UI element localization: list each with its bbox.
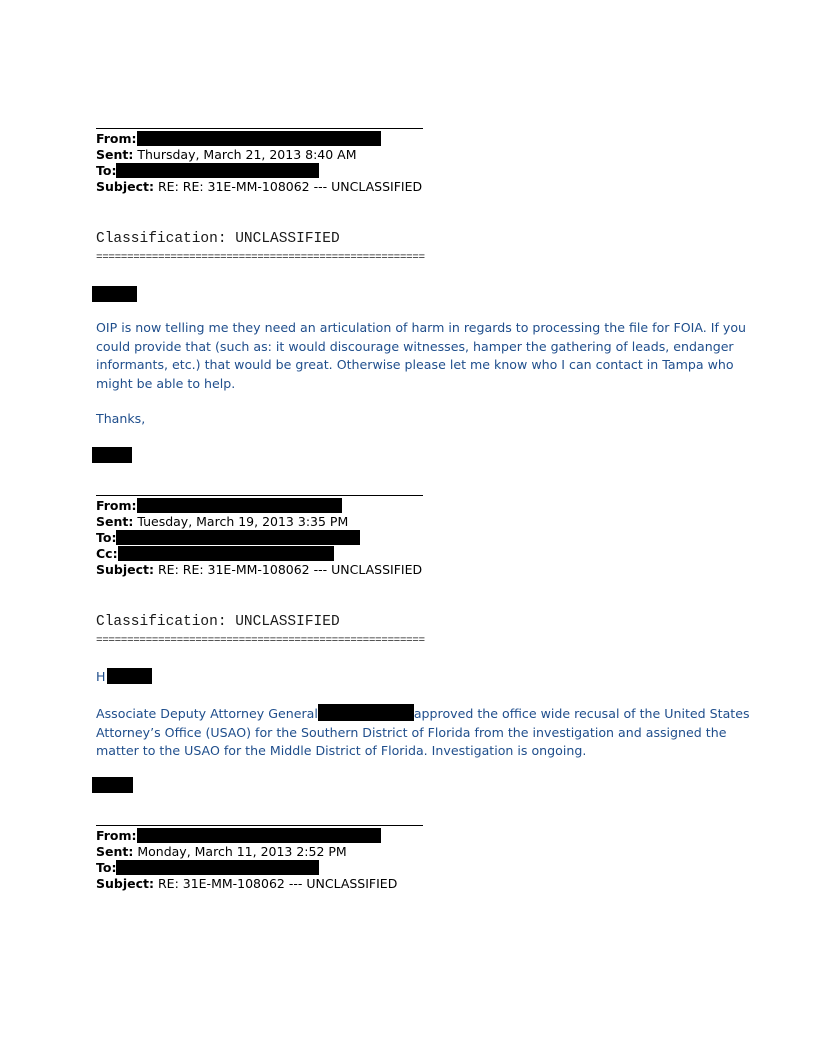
subject-text: RE: RE: 31E-MM-108062 --- UNCLASSIFIED <box>157 562 423 577</box>
body-line: OIP is now telling me they need an articulation of harm in regards to processing the file for FOIA. If you <box>96 320 747 335</box>
from-row: From: <box>96 498 422 514</box>
redaction-block <box>92 447 132 463</box>
header-divider-3 <box>96 825 423 826</box>
subject-text: RE: RE: 31E-MM-108062 --- UNCLASSIFIED <box>157 179 423 194</box>
body-line: matter to the USAO for the Middle District of Florida. Investigation is ongoing. <box>96 743 587 759</box>
subject-text: RE: 31E-MM-108062 --- UNCLASSIFIED <box>157 876 398 891</box>
body-line: could provide that (such as: it would discourage witnesses, hamper the gathering of leads, endanger <box>96 338 734 354</box>
redaction-block <box>318 704 414 721</box>
classification-label: Classification: UNCLASSIFIED <box>96 231 340 247</box>
redaction-block <box>137 131 381 146</box>
email-body-1 <box>96 319 747 393</box>
classification-label: Classification: UNCLASSIFIED <box>96 614 340 630</box>
redaction-block <box>118 546 334 561</box>
sent-row: Sent: Monday, March 11, 2013 2:52 PM <box>96 844 347 859</box>
sent-row: Sent: Thursday, March 21, 2013 8:40 AM <box>96 147 357 162</box>
greeting-line <box>96 668 736 687</box>
body-line: might be able to help. <box>96 375 236 391</box>
redaction-block <box>92 286 137 302</box>
separator-line: ===================================================== <box>96 252 425 264</box>
header-divider-2 <box>96 495 423 496</box>
greeting-text: H <box>96 669 106 684</box>
sent-date: Thursday, March 21, 2013 8:40 AM <box>137 147 357 162</box>
email-header-2 <box>96 498 422 578</box>
header-divider-1 <box>96 128 423 129</box>
body-line: Associate Deputy Attorney General approved the office wide recusal of the United States <box>96 706 750 721</box>
cc-row: Cc: <box>96 546 422 562</box>
to-row: To: <box>96 530 422 546</box>
sent-date: Monday, March 11, 2013 2:52 PM <box>137 844 347 859</box>
sent-date: Tuesday, March 19, 2013 3:35 PM <box>137 514 349 529</box>
email-body-2 <box>96 704 750 761</box>
to-row: To: <box>96 163 422 179</box>
separator-line: ===================================================== <box>96 635 425 647</box>
to-row: To: <box>96 860 397 876</box>
email-header-3 <box>96 828 397 892</box>
from-row: From: <box>96 131 422 147</box>
subject-row: Subject: RE: RE: 31E-MM-108062 --- UNCLASSIFIED <box>96 179 423 194</box>
redaction-block <box>137 498 342 513</box>
redaction-block <box>116 163 319 178</box>
redaction-block <box>92 777 133 793</box>
redaction-block <box>107 668 152 684</box>
subject-row: Subject: RE: 31E-MM-108062 --- UNCLASSIFIED <box>96 876 398 891</box>
sent-row: Sent: Tuesday, March 19, 2013 3:35 PM <box>96 514 349 529</box>
redaction-block <box>137 828 381 843</box>
email-header-1 <box>96 131 422 195</box>
body-line: Attorney’s Office (USAO) for the Southern District of Florida from the investigation and assigned the <box>96 724 727 740</box>
thanks-text: Thanks, <box>96 411 146 426</box>
redaction-block <box>116 860 319 875</box>
subject-row: Subject: RE: RE: 31E-MM-108062 --- UNCLASSIFIED <box>96 562 423 577</box>
body-line: informants, etc.) that would be great. Otherwise please let me know who I can contact in Tampa who <box>96 357 734 373</box>
from-row: From: <box>96 828 397 844</box>
redaction-block <box>116 530 360 545</box>
